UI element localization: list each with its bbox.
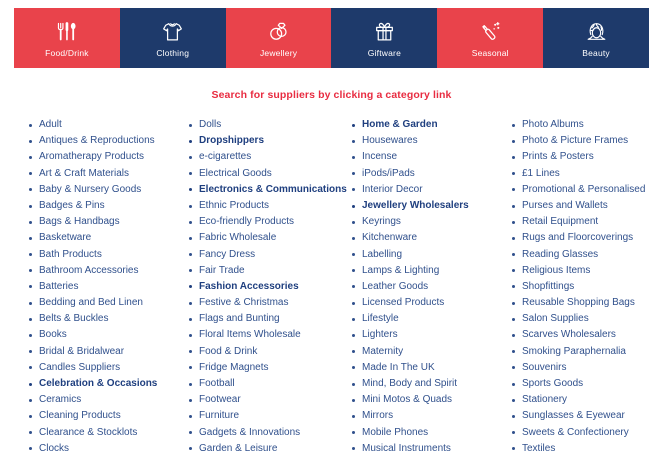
category-link[interactable]: iPods/iPads — [346, 166, 506, 182]
category-link[interactable]: Sweets & Confectionery — [506, 425, 663, 441]
category-link[interactable]: Labelling — [346, 247, 506, 263]
category-link[interactable]: Books — [23, 327, 183, 343]
category-link[interactable]: Souvenirs — [506, 360, 663, 376]
category-column — [183, 117, 346, 457]
category-link[interactable]: Mirrors — [346, 408, 506, 424]
category-link[interactable]: Kitchenware — [346, 230, 506, 246]
category-link[interactable]: e-cigarettes — [183, 149, 346, 165]
category-link[interactable]: Scarves Wholesalers — [506, 327, 663, 343]
category-column — [23, 117, 183, 457]
category-link[interactable]: Musical Instruments — [346, 441, 506, 457]
category-link[interactable]: Photo & Picture Frames — [506, 133, 663, 149]
category-link[interactable]: Fashion Accessories — [183, 279, 346, 295]
category-link[interactable]: Promotional & Personalised — [506, 182, 663, 198]
category-link[interactable]: Adult — [23, 117, 183, 133]
category-link[interactable]: Home & Garden — [346, 117, 506, 133]
category-link[interactable]: Jewellery Wholesalers — [346, 198, 506, 214]
cutlery-icon — [54, 18, 79, 44]
hairstyle-icon — [584, 18, 609, 44]
category-link[interactable]: Mind, Body and Spirit — [346, 376, 506, 392]
category-link[interactable]: Electrical Goods — [183, 166, 346, 182]
category-link[interactable]: Leather Goods — [346, 279, 506, 295]
category-link[interactable]: Clocks — [23, 441, 183, 457]
category-link[interactable]: Purses and Wallets — [506, 198, 663, 214]
category-link[interactable]: Footwear — [183, 392, 346, 408]
tab-jewellery[interactable] — [226, 8, 332, 68]
tab-giftware[interactable] — [331, 8, 437, 68]
category-link[interactable]: Food & Drink — [183, 344, 346, 360]
category-link[interactable]: Bridal & Bridalwear — [23, 344, 183, 360]
category-link[interactable]: Fabric Wholesale — [183, 230, 346, 246]
category-link[interactable]: Interior Decor — [346, 182, 506, 198]
category-link[interactable]: Bathroom Accessories — [23, 263, 183, 279]
category-link[interactable]: Badges & Pins — [23, 198, 183, 214]
giftbox-icon — [372, 18, 397, 44]
category-link[interactable]: Electronics & Communications — [183, 182, 346, 198]
category-link[interactable]: Shopfittings — [506, 279, 663, 295]
category-link[interactable]: Celebration & Occasions — [23, 376, 183, 392]
category-link[interactable]: Mini Motos & Quads — [346, 392, 506, 408]
category-link[interactable]: Incense — [346, 149, 506, 165]
category-link[interactable]: Stationery — [506, 392, 663, 408]
category-link[interactable]: Clearance & Stocklots — [23, 425, 183, 441]
category-tabbar — [14, 8, 649, 68]
category-link[interactable]: Belts & Buckles — [23, 311, 183, 327]
category-link[interactable]: Reusable Shopping Bags — [506, 295, 663, 311]
category-link[interactable]: Antiques & Reproductions — [23, 133, 183, 149]
category-link[interactable]: Gadgets & Innovations — [183, 425, 346, 441]
category-link[interactable]: Sunglasses & Eyewear — [506, 408, 663, 424]
tab-food-drink[interactable] — [14, 8, 120, 68]
category-link[interactable]: Batteries — [23, 279, 183, 295]
page-title: Search for suppliers by clicking a category link — [211, 89, 452, 101]
category-link[interactable]: Candles Suppliers — [23, 360, 183, 376]
category-link[interactable]: Basketware — [23, 230, 183, 246]
category-link[interactable]: Cleaning Products — [23, 408, 183, 424]
tab-label: Beauty — [582, 48, 610, 58]
category-grid — [23, 117, 663, 457]
category-link[interactable]: Furniture — [183, 408, 346, 424]
category-link[interactable]: Made In The UK — [346, 360, 506, 376]
category-link[interactable]: Bags & Handbags — [23, 214, 183, 230]
category-link[interactable]: Bedding and Bed Linen — [23, 295, 183, 311]
category-link[interactable]: Art & Craft Materials — [23, 166, 183, 182]
category-link[interactable]: Floral Items Wholesale — [183, 327, 346, 343]
rings-icon — [266, 18, 291, 44]
category-link[interactable]: Housewares — [346, 133, 506, 149]
category-link[interactable]: Aromatherapy Products — [23, 149, 183, 165]
tab-seasonal[interactable] — [437, 8, 543, 68]
category-link[interactable]: Retail Equipment — [506, 214, 663, 230]
category-link[interactable]: Photo Albums — [506, 117, 663, 133]
category-link[interactable]: Textiles — [506, 441, 663, 457]
category-link[interactable]: Baby & Nursery Goods — [23, 182, 183, 198]
category-link[interactable]: Garden & Leisure — [183, 441, 346, 457]
category-link[interactable]: Licensed Products — [346, 295, 506, 311]
category-link[interactable]: Mobile Phones — [346, 425, 506, 441]
category-link[interactable]: Reading Glasses — [506, 247, 663, 263]
category-link[interactable]: Smoking Paraphernalia — [506, 344, 663, 360]
category-link[interactable]: Fair Trade — [183, 263, 346, 279]
tshirt-icon — [160, 18, 185, 44]
category-link[interactable]: Fridge Magnets — [183, 360, 346, 376]
category-link[interactable]: Lamps & Lighting — [346, 263, 506, 279]
tab-label: Clothing — [156, 48, 190, 58]
category-link[interactable]: Maternity — [346, 344, 506, 360]
category-link[interactable]: Salon Supplies — [506, 311, 663, 327]
category-link[interactable]: Bath Products — [23, 247, 183, 263]
category-link[interactable]: Ethnic Products — [183, 198, 346, 214]
category-link[interactable]: £1 Lines — [506, 166, 663, 182]
category-link[interactable]: Festive & Christmas — [183, 295, 346, 311]
category-column — [346, 117, 506, 457]
category-link[interactable]: Religious Items — [506, 263, 663, 279]
category-link[interactable]: Sports Goods — [506, 376, 663, 392]
category-link[interactable]: Rugs and Floorcoverings — [506, 230, 663, 246]
category-link[interactable]: Dolls — [183, 117, 346, 133]
category-link[interactable]: Dropshippers — [183, 133, 346, 149]
tab-label: Seasonal — [471, 48, 509, 58]
category-link[interactable]: Lighters — [346, 327, 506, 343]
tab-label: Jewellery — [259, 48, 298, 58]
category-link[interactable]: Keyrings — [346, 214, 506, 230]
category-link[interactable]: Lifestyle — [346, 311, 506, 327]
category-link[interactable]: Football — [183, 376, 346, 392]
category-link[interactable]: Eco-friendly Products — [183, 214, 346, 230]
category-link[interactable]: Flags and Bunting — [183, 311, 346, 327]
tab-beauty[interactable] — [543, 8, 649, 68]
category-column — [506, 117, 663, 457]
category-link[interactable]: Fancy Dress — [183, 247, 346, 263]
tab-label: Food/Drink — [45, 48, 89, 58]
category-link[interactable]: Prints & Posters — [506, 149, 663, 165]
tab-clothing[interactable] — [120, 8, 226, 68]
tab-label: Giftware — [367, 48, 402, 58]
category-link[interactable]: Ceramics — [23, 392, 183, 408]
champagne-icon — [478, 18, 503, 44]
